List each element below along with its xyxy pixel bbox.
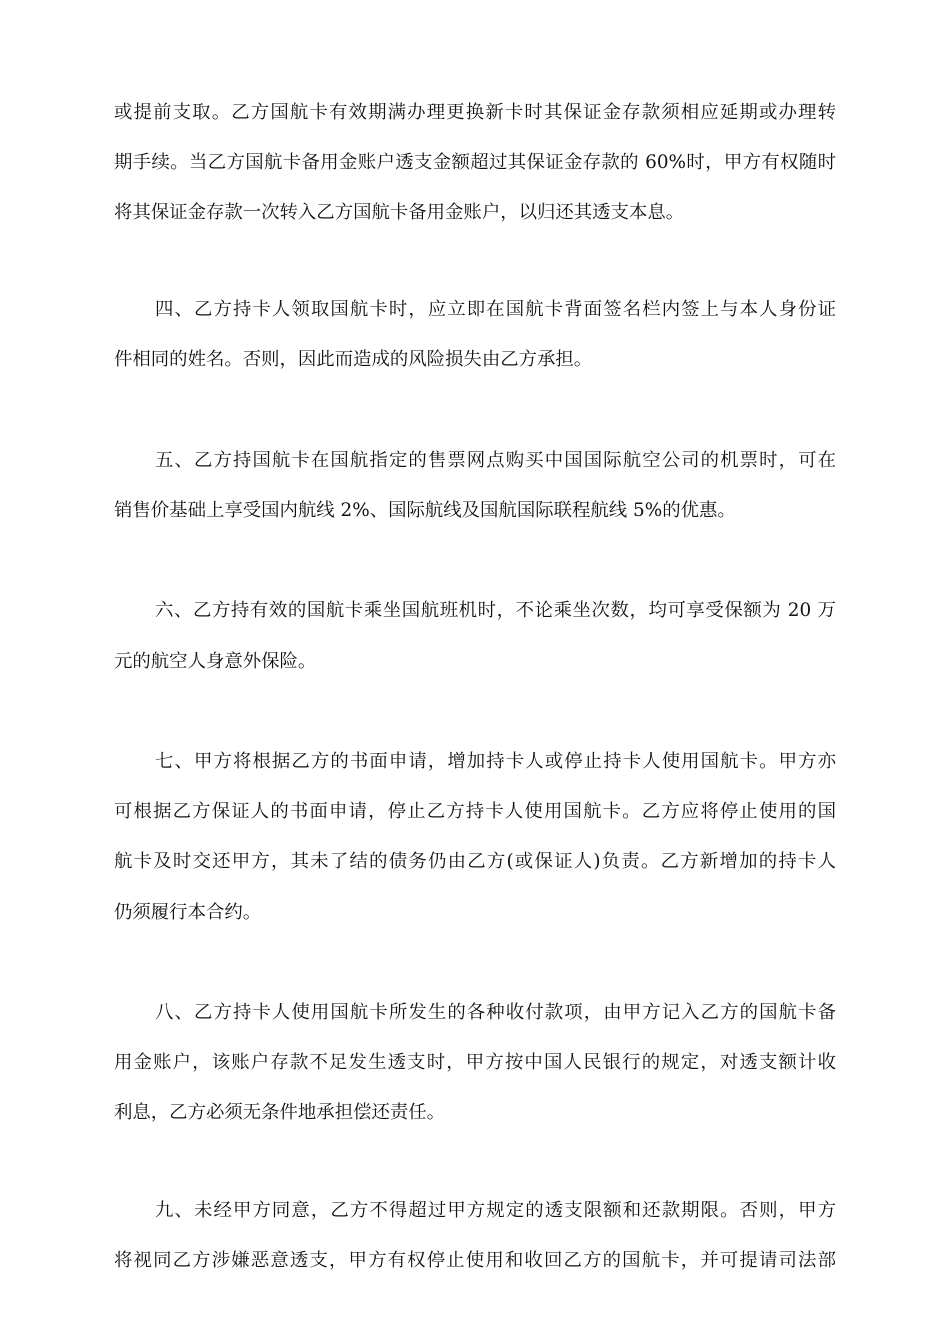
text-line: 七、甲方将根据乙方的书面申请，增加持卡人或停止持卡人使用国航卡。甲方亦	[155, 751, 836, 772]
text-line: 四、乙方持卡人领取国航卡时，应立即在国航卡背面签名栏内签上与本人身份证	[155, 299, 836, 320]
text-line: 元的航空人身意外保险。	[114, 651, 317, 672]
text-line: 将视同乙方涉嫌恶意透支，甲方有权停止使用和收回乙方的国航卡，并可提请司法部	[114, 1250, 836, 1271]
text-line: 期手续。当乙方国航卡备用金账户透支金额超过其保证金存款的 60%时，甲方有权随时	[114, 152, 836, 173]
text-line: 九、未经甲方同意，乙方不得超过甲方规定的透支限额和还款期限。否则，甲方	[155, 1200, 836, 1221]
text-line: 八、乙方持卡人使用国航卡所发生的各种收付款项，由甲方记入乙方的国航卡备	[155, 1002, 836, 1023]
text-line: 五、乙方持国航卡在国航指定的售票网点购买中国国际航空公司的机票时，可在	[155, 450, 836, 471]
text-line: 销售价基础上享受国内航线 2%、国际航线及国航国际联程航线 5%的优惠。	[114, 500, 736, 521]
text-line: 或提前支取。乙方国航卡有效期满办理更换新卡时其保证金存款须相应延期或办理转	[114, 102, 836, 123]
text-line: 利息，乙方必须无条件地承担偿还责任。	[114, 1102, 446, 1123]
text-line: 六、乙方持有效的国航卡乘坐国航班机时，不论乘坐次数，均可享受保额为 20 万	[155, 600, 836, 621]
text-line: 可根据乙方保证人的书面申请，停止乙方持卡人使用国航卡。乙方应将停止使用的国	[114, 801, 836, 822]
text-line: 航卡及时交还甲方，其未了结的债务仍由乙方(或保证人)负责。乙方新增加的持卡人	[114, 851, 836, 872]
text-line: 件相同的姓名。否则，因此而造成的风险损失由乙方承担。	[114, 349, 593, 370]
text-line: 仍须履行本合约。	[114, 902, 262, 923]
text-line: 用金账户，该账户存款不足发生透支时，甲方按中国人民银行的规定，对透支额计收	[114, 1052, 836, 1073]
text-line: 将其保证金存款一次转入乙方国航卡备用金账户，以归还其透支本息。	[114, 202, 685, 223]
